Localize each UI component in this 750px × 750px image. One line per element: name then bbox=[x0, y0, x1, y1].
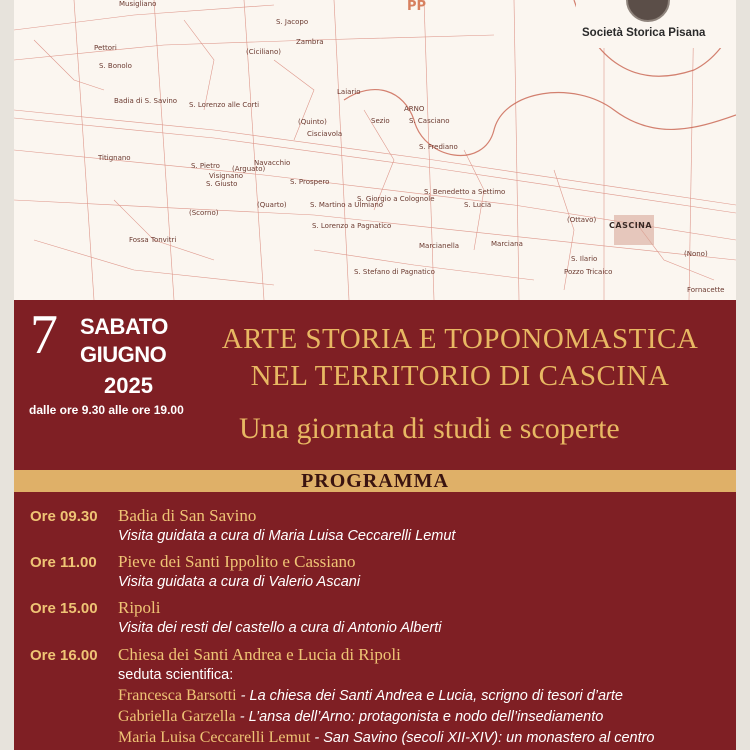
event-time: Ore 16.00 bbox=[30, 647, 98, 664]
talk-item bbox=[118, 687, 623, 705]
event-place: Badia di San Savino bbox=[118, 506, 257, 525]
event-time: Ore 09.30 bbox=[30, 508, 98, 525]
map-label: Sezio bbox=[371, 117, 390, 125]
map-label: (Nono) bbox=[684, 250, 708, 258]
map-label: S. Prospero bbox=[290, 178, 330, 186]
map-label: S. Stefano di Pagnatico bbox=[354, 268, 435, 276]
society-header bbox=[576, 0, 736, 48]
map-label: S. Lorenzo alle Corti bbox=[189, 101, 260, 109]
event-description: Visita dei resti del castello a cura di Antonio Alberti bbox=[118, 620, 442, 636]
talk-title: L’ansa dell’Arno: protagonista e nodo dell’insediamento bbox=[248, 709, 604, 725]
map-label: S. Frediano bbox=[419, 143, 458, 151]
society-name: Società Storica Pisana bbox=[582, 27, 706, 39]
programma-title: PROGRAMMA bbox=[301, 470, 449, 492]
map-label: Titignano bbox=[98, 154, 131, 162]
map-label: S. Casciano bbox=[409, 117, 450, 125]
map-label: S. Lorenzo a Pagnatico bbox=[312, 222, 392, 230]
map-label: S. Ilario bbox=[571, 255, 598, 263]
map-label: Zambra bbox=[296, 38, 324, 46]
map-label: Pettori bbox=[94, 44, 117, 52]
map-label: S. Bonolo bbox=[99, 62, 132, 70]
map-label: Fossa Tonvitri bbox=[129, 236, 177, 244]
day-name: SABATO bbox=[80, 314, 168, 339]
map-label: Visignano bbox=[209, 172, 244, 180]
event-time: Ore 15.00 bbox=[30, 600, 98, 617]
map-label: Pozzo Tricaico bbox=[564, 268, 613, 276]
map-label: (Scorno) bbox=[189, 209, 219, 217]
map-label: Navacchio bbox=[254, 159, 291, 167]
talk-speaker: Maria Luisa Ceccarelli Lemut bbox=[118, 729, 311, 746]
map-label: Musigliano bbox=[119, 0, 157, 8]
event-description: Visita guidata a cura di Valerio Ascani bbox=[118, 574, 361, 590]
event-description: Visita guidata a cura di Maria Luisa Ceccarelli Lemut bbox=[118, 528, 456, 544]
map-label: S. Martino a Ulmiano bbox=[310, 201, 384, 209]
event-header bbox=[14, 300, 736, 468]
talk-speaker: Gabriella Garzella bbox=[118, 708, 236, 725]
talk-title: La chiesa dei Santi Andrea e Lucia, scrigno di tesori d’arte bbox=[249, 688, 623, 704]
map-label: S. Pietro bbox=[191, 162, 220, 170]
talk-title: San Savino (secoli XII-XIV): un monastero al centro bbox=[323, 730, 655, 746]
map-label: CASCINA bbox=[609, 221, 653, 230]
month: GIUGNO bbox=[80, 342, 167, 367]
map-label: S. Benedetto a Settimo bbox=[424, 188, 506, 196]
map-label: (Quinto) bbox=[298, 118, 327, 126]
society-seal-logo bbox=[626, 0, 670, 22]
talk-speaker: Francesca Barsotti bbox=[118, 687, 237, 704]
map-label: PP bbox=[407, 0, 427, 14]
event-subtitle: Una giornata di studi e scoperte bbox=[239, 412, 620, 445]
map-label: (Ottavo) bbox=[567, 216, 597, 224]
map-label: S. Lucia bbox=[464, 201, 492, 209]
day-number: 7 bbox=[30, 304, 58, 366]
map-label: Laiario bbox=[337, 88, 361, 96]
map-label: S. Giusto bbox=[206, 180, 238, 188]
event-hours: dalle ore 9.30 alle ore 19.00 bbox=[29, 403, 184, 417]
programma-banner bbox=[14, 470, 736, 492]
event-place: Chiesa dei Santi Andrea e Lucia di Ripoli bbox=[118, 645, 401, 664]
event-description: seduta scientifica: bbox=[118, 667, 234, 683]
map-label: (Quarto) bbox=[257, 201, 287, 209]
event-poster bbox=[14, 0, 736, 750]
map-label: ARNO bbox=[404, 105, 425, 113]
talk-separator: - bbox=[235, 709, 249, 725]
event-title-line-1: ARTE STORIA E TOPONOMASTICA bbox=[221, 323, 699, 355]
map-label: S. Giorgio a Colognole bbox=[357, 195, 435, 203]
talk-separator: - bbox=[310, 730, 324, 746]
talk-item bbox=[118, 708, 603, 726]
event-place: Ripoli bbox=[118, 598, 161, 617]
event-place: Pieve dei Santi Ippolito e Cassiano bbox=[118, 552, 356, 571]
map-label: Badia di S. Savino bbox=[114, 97, 178, 105]
map-label: Fornacette bbox=[687, 286, 725, 294]
map-label: (Arguato) bbox=[232, 165, 266, 173]
map-label: S. Jacopo bbox=[276, 18, 309, 26]
year: 2025 bbox=[104, 373, 153, 398]
map-label: Cisciavola bbox=[307, 130, 343, 138]
historic-map bbox=[14, 0, 736, 300]
map-label: Marciana bbox=[491, 240, 523, 248]
event-time: Ore 11.00 bbox=[30, 554, 97, 571]
talk-separator: - bbox=[236, 688, 250, 704]
map-label: (Ciciliano) bbox=[246, 48, 281, 56]
event-title-line-2: NEL TERRITORIO DI CASCINA bbox=[250, 360, 670, 392]
map-label: Marcianella bbox=[419, 242, 460, 250]
talk-item bbox=[118, 729, 655, 747]
